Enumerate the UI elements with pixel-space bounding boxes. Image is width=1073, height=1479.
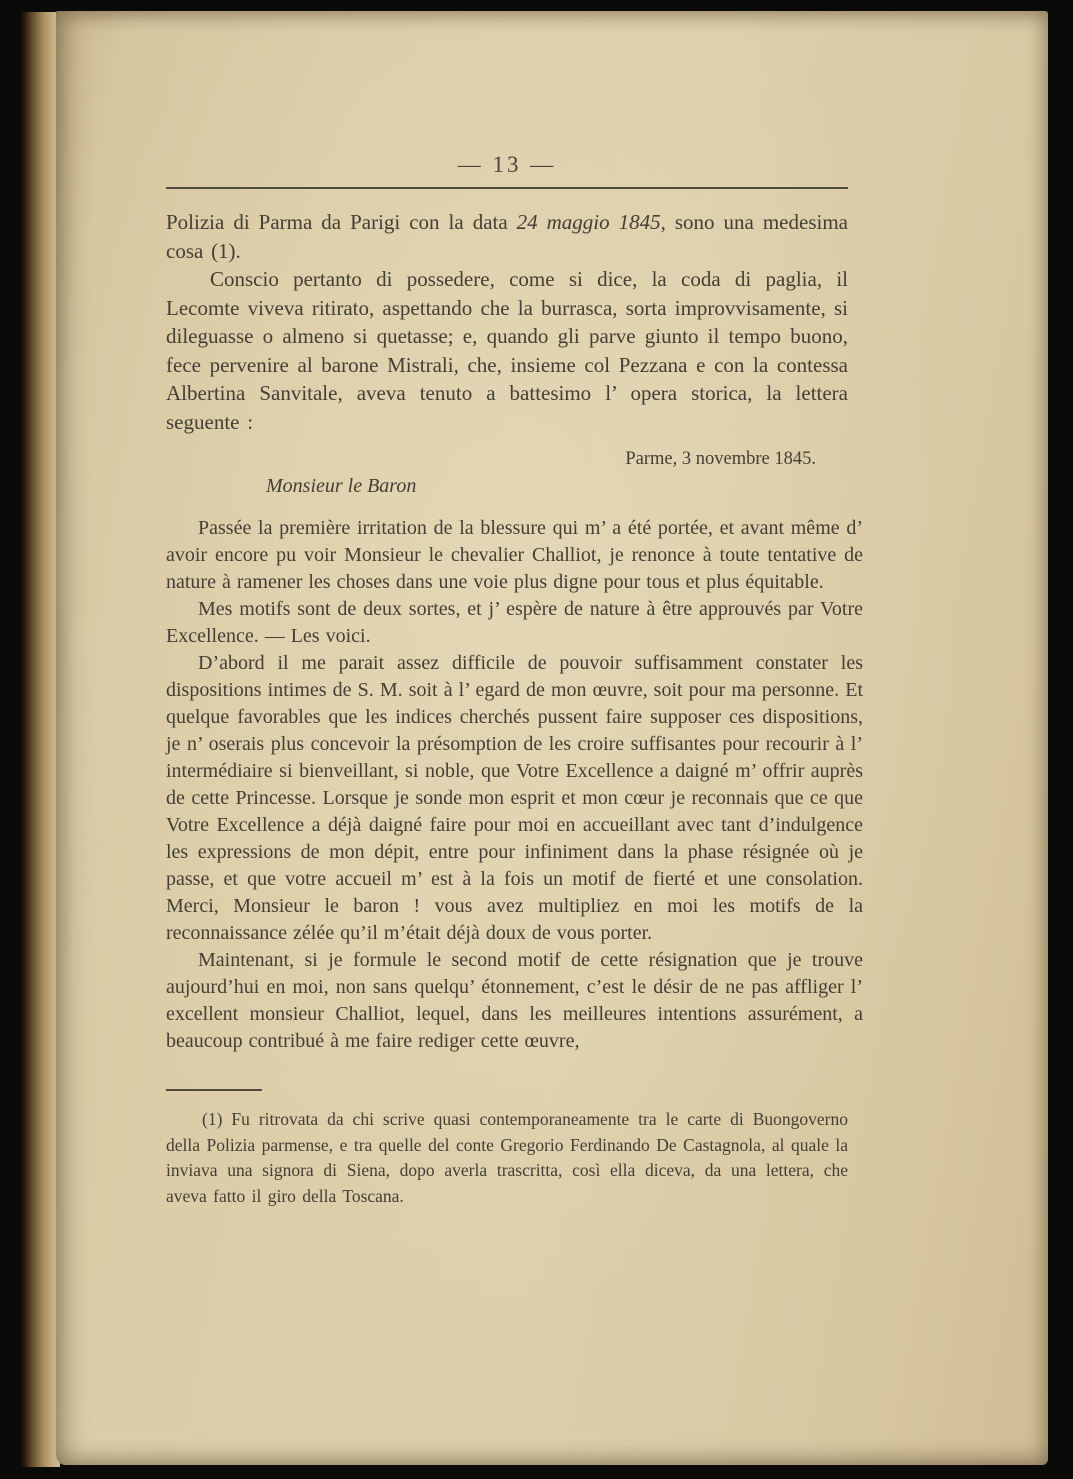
letter-paragraph: Mes motifs sont de deux sortes, et j’ espère de nature à être approuvés par Votre Excellence. — Les voici. bbox=[166, 598, 863, 647]
intro-section bbox=[166, 208, 848, 436]
intro-p1-text-end: sono una medesima cosa (1). bbox=[166, 210, 848, 263]
scanned-page bbox=[56, 11, 1048, 1465]
letter-salutation: Monsieur le Baron bbox=[266, 475, 417, 497]
header-divider bbox=[166, 187, 848, 189]
letter-paragraph: Maintenant, si je formule le second motif de cette résignation que je trouve aujourd’hui en moi, non sans quelqu’ étonnement, c’est le désir de ne pas affliger l’ excellent monsieur Challiot, lequel, dans les meilleures intentions assurément, a beaucoup contribué à me faire rediger cette œuvre, bbox=[166, 949, 863, 1052]
letter-paragraph: D’abord il me parait assez difficile de pouvoir suffisamment constater les dispositions intimes de S. M. soit à l’ egard de mon œuvre, soit pour ma personne. Et quelque favorables que les indices cherchés pussent faire supposer ces dispositions, je n’ oserais plus concevoir la présomption de les croire suffisantes pour recourir à l’ intermédiaire si bienveillant, si noble, que Votre Excellence a daigné m’ offrir auprès de cette Princesse. Lorsque je sonde mon esprit et mon cœur je reconnais que ce que Votre Excellence a déjà daigné faire pour moi en accueillant avec tant d’indulgence les expressions de mon dépit, entre pour infiniment dans la phase résignée où je passe, et que votre accueil m’ est à la fois un motif de fierté et une consolation. Merci, Monsieur le baron ! vous avez multipliez en moi les motifs de la reconnaissance zélée qu’il m’était déjà doux de vous porter. bbox=[166, 652, 863, 944]
letter-body bbox=[166, 515, 863, 1055]
page-content bbox=[166, 11, 863, 1209]
letter-dateline: Parme, 3 novembre 1845. bbox=[625, 449, 816, 469]
footnote-divider bbox=[166, 1089, 262, 1091]
intro-paragraph-2: Conscio pertanto di possedere, come si dice, la coda di paglia, il Lecomte viveva ritirato, aspettando che la burrasca, sorta improvvisamente, si dileguasse o almeno si quetasse; e, quando gli parve giunto il tempo buono, fece pervenire al barone Mistrali, che, insieme col Pezzana e con la contessa Albertina Sanvitale, aveva tenuto a battesimo l’ opera storica, la lettera seguente : bbox=[166, 267, 848, 434]
intro-p1-text: Polizia di Parma da Parigi con la data bbox=[166, 210, 517, 234]
footnote-text: (1) Fu ritrovata da chi scrive quasi contemporaneamente tra le carte di Buongoverno della Polizia parmense, e tra quelle del conte Gregorio Ferdinando De Castagnola, al quale la inviava una signora di Siena, dopo averla trascritta, così ella diceva, da una lettera, che aveva fatto il giro della Toscana. bbox=[166, 1109, 848, 1206]
footnote-section bbox=[166, 1107, 848, 1209]
letter-paragraph: Passée la première irritation de la blessure qui m’ a été portée, et avant même d’ avoir encore pu voir Monsieur le chevalier Challiot, je renonce à toute tentative de nature à ramener les choses dans une voie plus digne pour tous et plus équitable. bbox=[166, 517, 863, 593]
page-number: — 13 — bbox=[457, 152, 557, 177]
book-page-edges bbox=[20, 12, 60, 1467]
intro-paragraph-1 bbox=[166, 208, 848, 265]
intro-p1-date-italic: 24 maggio 1845, bbox=[516, 210, 666, 234]
